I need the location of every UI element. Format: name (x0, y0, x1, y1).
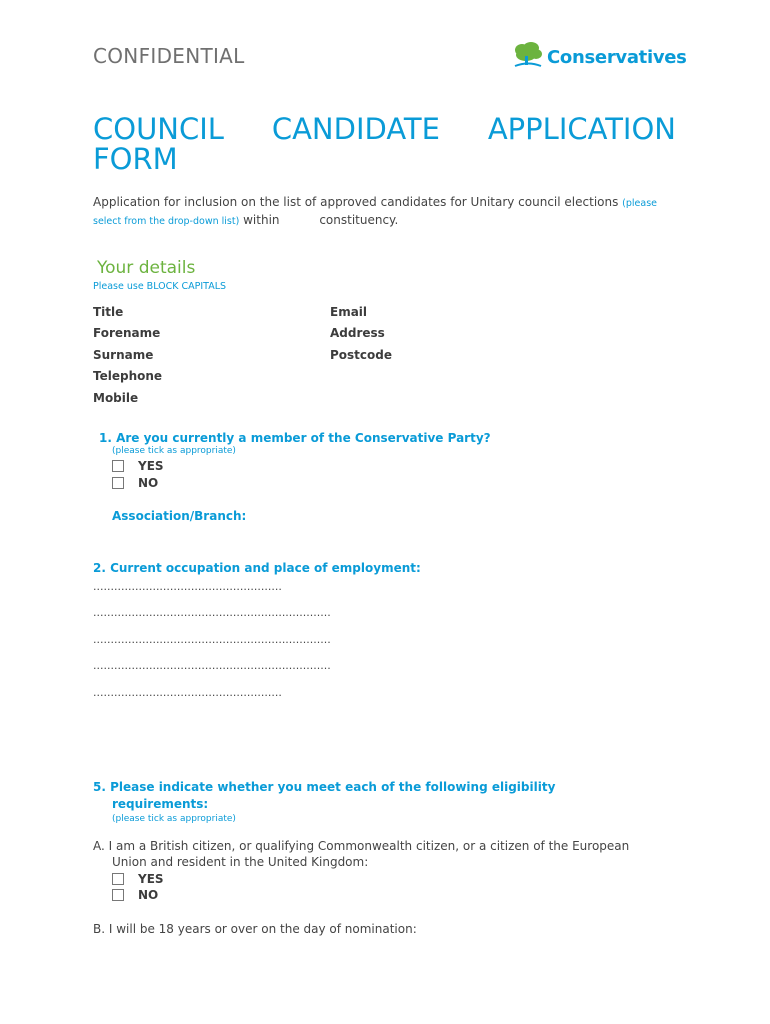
q1-no-checkbox[interactable] (112, 477, 124, 489)
yes-label: YES (138, 872, 164, 886)
tick-note: (please tick as appropriate) (112, 814, 236, 824)
title-word: APPLICATION (487, 112, 676, 146)
intro-paragraph (93, 194, 683, 230)
question-5: 5. Please indicate whether you meet each of the following eligibility (93, 780, 556, 794)
question-5-cont: requirements: (112, 797, 209, 811)
requirement-b: B. I will be 18 years or over on the day of nomination: (93, 922, 417, 936)
q1-yes-checkbox[interactable] (112, 460, 124, 472)
page-title (93, 114, 676, 174)
requirement-a: A. I am a British citizen, or qualifying Commonwealth citizen, or a citizen of the European (93, 839, 630, 853)
answer-line[interactable]: ...................................................... (93, 580, 282, 593)
requirement-a-cont: Union and resident in the United Kingdom: (112, 855, 369, 869)
title-word: CANDIDATE (271, 112, 440, 146)
q5a-no-option (112, 888, 158, 902)
q5a-yes-option (112, 872, 164, 886)
dropdown-hint: select from the drop-down list) (93, 216, 240, 227)
conservatives-logo (512, 42, 687, 72)
intro-text: Application for inclusion on the list of approved candidates for Unitary council elections (93, 195, 623, 209)
q5a-no-checkbox[interactable] (112, 889, 124, 901)
logo-text: Conservatives (547, 46, 687, 68)
mobile-field-label: Mobile (93, 391, 139, 405)
forename-field-label: Forename (93, 326, 161, 340)
surname-field-label: Surname (93, 348, 154, 362)
answer-line[interactable]: .................................................................... (93, 606, 331, 619)
answer-line[interactable]: .................................................................... (93, 659, 331, 672)
no-label: NO (138, 888, 159, 902)
email-field-label: Email (330, 305, 368, 319)
answer-line[interactable]: ...................................................... (93, 686, 282, 699)
q5a-yes-checkbox[interactable] (112, 873, 124, 885)
block-capitals-note: Please use BLOCK CAPITALS (93, 281, 227, 292)
yes-label: YES (138, 459, 164, 473)
intro-text: constituency. (319, 213, 399, 227)
q1-no-option (112, 476, 158, 490)
telephone-field-label: Telephone (93, 369, 163, 383)
postcode-field-label: Postcode (330, 348, 393, 362)
q1-yes-option (112, 459, 164, 473)
association-branch-label: Association/Branch: (112, 509, 247, 523)
tick-note: (please tick as appropriate) (112, 446, 236, 456)
title-word: COUNCIL (93, 112, 224, 146)
address-field-label: Address (330, 326, 385, 340)
answer-line[interactable]: .................................................................... (93, 633, 331, 646)
title-field-label: Title (93, 305, 124, 319)
title-word: FORM (93, 142, 178, 176)
your-details-heading: Your details (97, 258, 196, 278)
question-1: 1. Are you currently a member of the Conservative Party? (99, 431, 491, 445)
dropdown-hint: (please (622, 198, 658, 209)
tree-icon (512, 42, 544, 72)
question-2: 2. Current occupation and place of employment: (93, 561, 421, 575)
no-label: NO (138, 476, 159, 490)
confidential-label: CONFIDENTIAL (93, 44, 245, 68)
intro-text: within (239, 213, 284, 227)
